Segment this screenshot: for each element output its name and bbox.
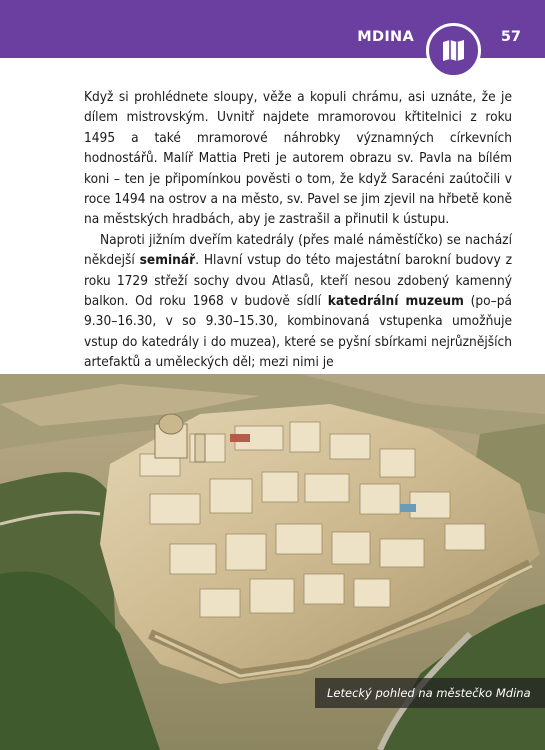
chapter-badge [426,23,481,78]
paragraph-2-part-a: Naproti jižním dveřím katedrály (přes malé náměstíčko) se nachází někdejší [84,231,512,269]
aerial-photo-mdina [0,374,545,750]
paragraph-2-part-c: (po–pá 9.30–16.30, v so 9.30–15.30, kombinovaná vstupenka umožňuje vstup do katedrály i do muzea), které se pyšní sbírkami nejrůznějších artefaktů a uměleckých děl; mezi nimi je [84,293,513,371]
chapter-title: MDINA [357,29,414,45]
paragraph-1: Když si prohlédnete sloupy, věže a kopuli chrámu, asi uznáte, že je dílem mistrovským. Uvnitř najdete mramorovou křtitelnici z roku 1495 a také mramorové náhrobky významných církevních hodnostářů. Malíř Mattia Preti je autorem obrazu sv. Pavla na bílém koni – ten je připomínkou pověsti o tom, že když Saracéni zaútočili v roce 1494 na ostrov a na město, sv. Pavel se jim zjevil na hřbetě koně na městských hradbách, aby je zastrašil a přinutil k ústupu. [84,89,512,228]
cathedral-museum-term: katedrální muzeum [327,293,464,310]
page-number: 57 [500,29,521,45]
paragraph-2 [84,230,512,373]
paragraph-2-part-b: . Hlavní vstup do této majestátní barokní budovy z roku 1729 střeží sochy dvou Atlasů, kteří nesou zdobený kamenný balkon. Od roku 1968 v budově sídlí [84,252,512,310]
body-text [84,87,512,373]
photo-caption: Letecký pohled na městečko Mdina [315,678,545,708]
book-map-icon [441,38,466,63]
seminar-term: seminář [139,252,196,269]
